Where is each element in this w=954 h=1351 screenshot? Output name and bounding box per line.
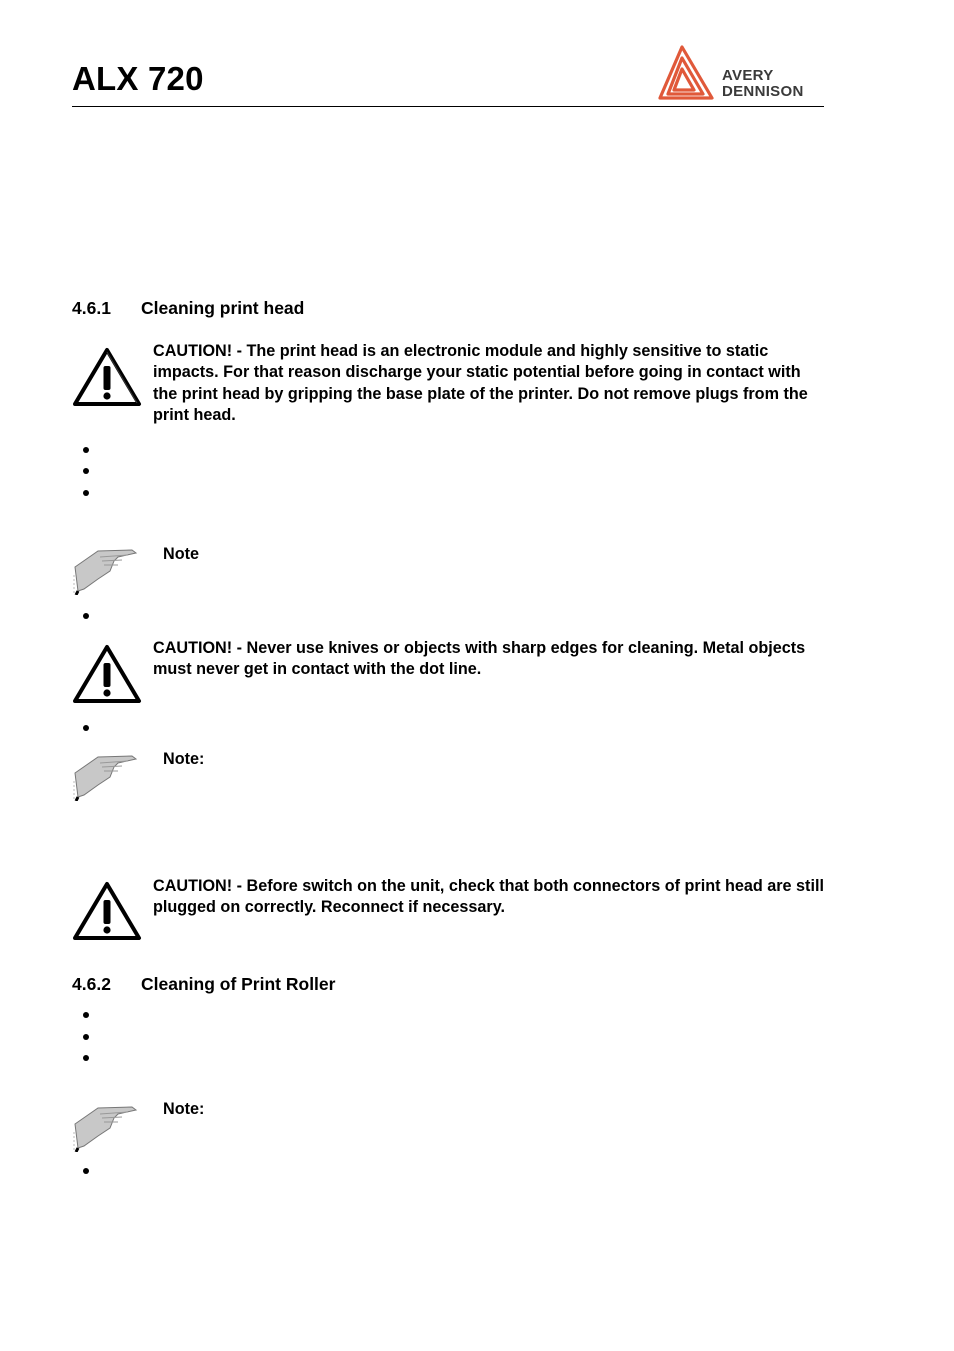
warning-triangle-icon bbox=[72, 346, 142, 408]
section-heading-cleaning-print-head bbox=[72, 298, 304, 319]
document-title: ALX 720 bbox=[72, 60, 204, 97]
caution-text-sharp-objects: CAUTION! - Never use knives or objects with sharp edges for cleaning. Metal objects must never get in contact with the dot line. bbox=[153, 639, 806, 679]
bullet-item bbox=[82, 612, 90, 620]
note-label: Note: bbox=[163, 1100, 205, 1118]
caution-text-connectors: CAUTION! - Before switch on the unit, check that both connectors of print head are still plugged on correctly. Reconnect if necessary. bbox=[153, 877, 824, 917]
logo-text-avery: AVERY bbox=[722, 67, 774, 84]
header-rule bbox=[72, 106, 824, 107]
logo-text-dennison: DENNISON bbox=[722, 83, 804, 100]
bullet-item bbox=[82, 446, 90, 454]
logo-triangle-icon bbox=[656, 44, 718, 102]
section-number: 4.6.1 bbox=[72, 298, 111, 318]
bullet-item bbox=[82, 1011, 90, 1019]
caution-text-static: CAUTION! - The print head is an electronic module and highly sensitive to static impacts. For that reason discharge your static potential before going in contact with the print head by gripping the base plate of the printer. Do not remove plugs from the print head. bbox=[153, 342, 808, 424]
pointing-hand-icon bbox=[70, 751, 148, 801]
note-label: Note: bbox=[163, 750, 205, 768]
section-heading-cleaning-print-roller bbox=[72, 974, 335, 995]
bullet-item bbox=[82, 489, 90, 497]
pointing-hand-icon bbox=[70, 545, 148, 595]
section-title: Cleaning print head bbox=[141, 298, 305, 318]
warning-triangle-icon bbox=[72, 643, 142, 705]
section-number: 4.6.2 bbox=[72, 974, 111, 994]
section-title: Cleaning of Print Roller bbox=[141, 974, 336, 994]
bullet-item bbox=[82, 467, 90, 475]
avery-dennison-logo bbox=[656, 44, 826, 102]
pointing-hand-icon bbox=[70, 1102, 148, 1152]
bullet-item bbox=[82, 724, 90, 732]
bullet-item bbox=[82, 1167, 90, 1175]
bullet-item bbox=[82, 1054, 90, 1062]
note-label: Note bbox=[163, 545, 199, 563]
warning-triangle-icon bbox=[72, 880, 142, 942]
bullet-item bbox=[82, 1033, 90, 1041]
